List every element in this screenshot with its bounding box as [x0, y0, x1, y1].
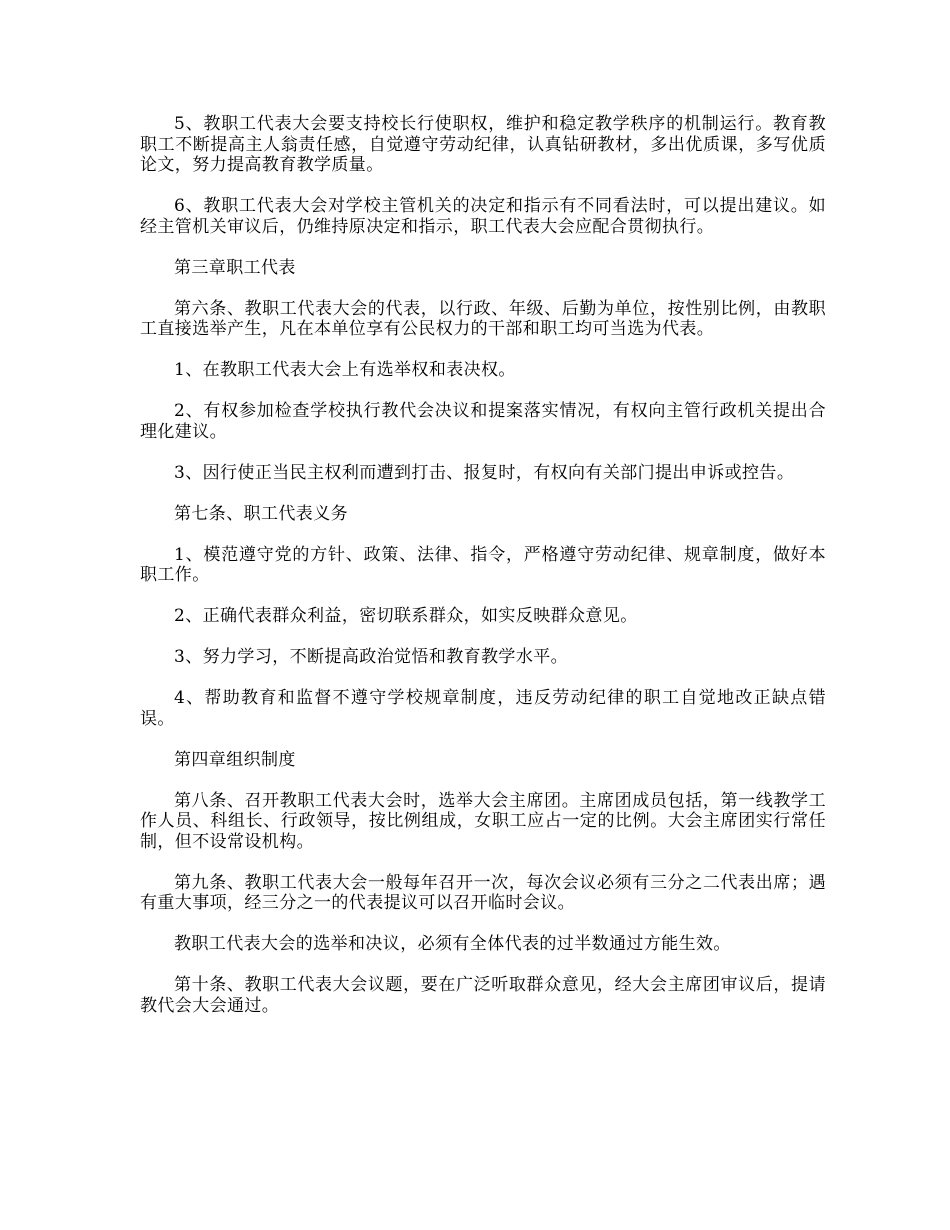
article-8-paragraph: 第八条、召开教职工代表大会时，选举大会主席团。主席团成员包括，第一线教学工作人员、科组长、行政领导，按比例组成，女职工应占一定的比例。大会主席团实行常任制，但不设常设机构。: [140, 790, 826, 852]
article-6-paragraph: 第六条、教职工代表大会的代表，以行政、年级、后勤为单位，按性别比例，由教职工直接选举产生，凡在本单位享有公民权力的干部和职工均可当选为代表。: [140, 298, 826, 339]
duty-2-paragraph: 2、正确代表群众利益，密切联系群众，如实反映群众意见。: [174, 606, 638, 626]
duty-3-paragraph: 3、努力学习，不断提高政治觉悟和教育教学水平。: [174, 647, 569, 667]
chapter-4-heading: 第四章组织制度: [174, 749, 296, 770]
paragraph-item-5-support-principal: 5、教职工代表大会要支持校长行使职权，维护和稳定教学秩序的机制运行。教育教职工不断提高主人翁责任感，自觉遵守劳动纪律，认真钻研教材，多出优质课，多写优质论文，努力提高教育教学质量。: [140, 114, 826, 175]
right-2-paragraph: 2、有权参加检查学校执行教代会决议和提案落实情况，有权向主管行政机关提出合理化建议。: [140, 401, 826, 442]
paragraph-item-6-dissenting-opinion: 6、教职工代表大会对学校主管机关的决定和指示有不同看法时，可以提出建议。如经主管机关审议后，仍维持原决定和指示，职工代表大会应配合贯彻执行。: [140, 196, 826, 237]
article-10-paragraph: 第十条、教职工代表大会议题，要在广泛听取群众意见，经大会主席团审议后，提请教代会大会通过。: [140, 975, 826, 1016]
chapter-3-heading: 第三章职工代表: [174, 257, 296, 278]
duty-1-paragraph: 1、模范遵守党的方针、政策、法律、指令，严格遵守劳动纪律、规章制度，做好本职工作。: [140, 544, 826, 585]
election-resolution-paragraph: 教职工代表大会的选举和决议，必须有全体代表的过半数通过方能生效。: [174, 934, 731, 954]
right-1-paragraph: 1、在教职工代表大会上有选举权和表决权。: [174, 360, 516, 380]
right-3-paragraph: 3、因行使正当民主权利而遭到打击、报复时，有权向有关部门提出申诉或控告。: [174, 462, 795, 483]
article-9-paragraph: 第九条、教职工代表大会一般每年召开一次，每次会议必须有三分之二代表出席；遇有重大事项，经三分之一的代表提议可以召开临时会议。: [140, 872, 826, 913]
document-body: [140, 114, 826, 1037]
article-7-heading: 第七条、职工代表义务: [174, 503, 348, 524]
duty-4-paragraph: 4、帮助教育和监督不遵守学校规章制度，违反劳动纪律的职工自觉地改正缺点错误。: [140, 688, 826, 729]
